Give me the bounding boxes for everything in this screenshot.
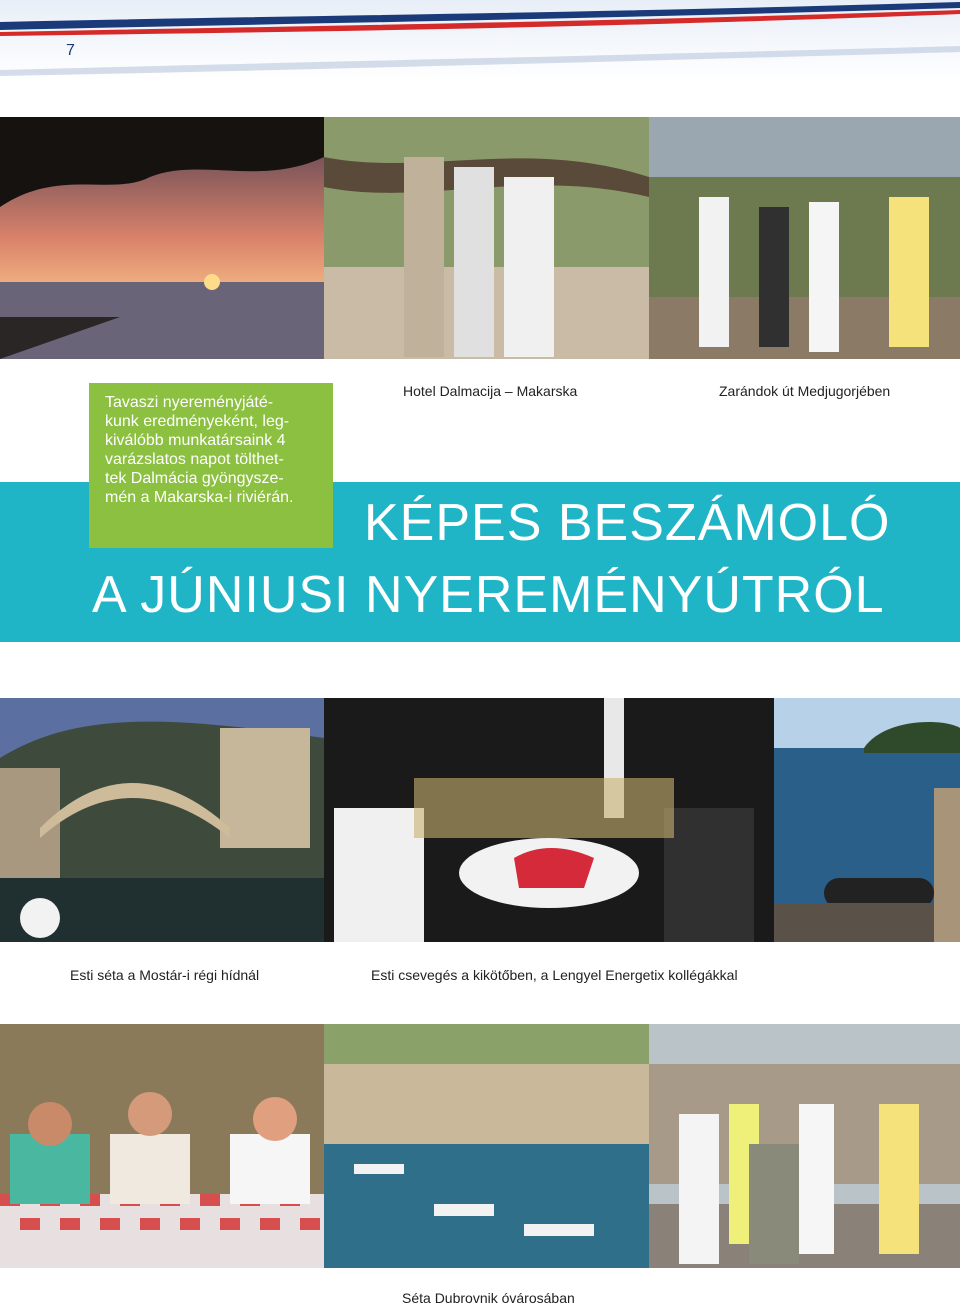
dubrovnik-harbour-image <box>324 1024 649 1268</box>
caption-mostar: Esti séta a Mostár-i régi hídnál <box>70 967 260 983</box>
intro-line: varázslatos napot tölthet- <box>105 451 284 468</box>
beer-toast-image <box>0 1024 324 1268</box>
sea-cannon-image <box>774 698 960 942</box>
page-number: 7 <box>66 42 75 59</box>
caption-dubrovnik: Séta Dubrovnik óvárosában <box>402 1290 575 1306</box>
intro-line: Tavaszi nyereményjáté- <box>105 394 274 411</box>
dubrovnik-group-image <box>649 1024 960 1268</box>
photo-pilgrimage-group <box>649 117 960 359</box>
photo-mostar-bridge <box>0 698 324 942</box>
hotel-group-image <box>324 117 649 359</box>
caption-harbour: Esti csevegés a kikötőben, a Lengyel Energetix kollégákkal <box>371 967 738 983</box>
sunset-image <box>0 117 324 359</box>
caption-pilgrimage: Zarándok út Medjugorjében <box>719 383 891 399</box>
intro-line: kunk eredményeként, leg- <box>105 413 290 430</box>
harbour-dinner-image <box>324 698 774 942</box>
title-line-1: KÉPES BESZÁMOLÓ <box>364 494 891 552</box>
intro-text <box>89 383 333 507</box>
intro-line: mén a Makarska-i riviérán. <box>105 489 294 506</box>
intro-line: tek Dalmácia gyöngysze- <box>105 470 284 487</box>
photo-hotel-group <box>324 117 649 359</box>
photo-dubrovnik-harbour <box>324 1024 649 1268</box>
intro-box <box>89 383 333 548</box>
photo-sea-cannon <box>774 698 960 942</box>
page-header <box>0 0 960 80</box>
title-line-2: A JÚNIUSI NYEREMÉNYÚTRÓL <box>92 566 885 624</box>
pilgrimage-group-image <box>649 117 960 359</box>
photo-beer-toast <box>0 1024 324 1268</box>
photo-harbour-dinner <box>324 698 774 942</box>
header-stripes <box>0 0 960 80</box>
photo-dubrovnik-group <box>649 1024 960 1268</box>
photo-sunset-beach <box>0 117 324 359</box>
intro-line: kiválóbb munkatársaink 4 <box>105 432 286 449</box>
mostar-bridge-image <box>0 698 324 942</box>
caption-hotel: Hotel Dalmacija – Makarska <box>403 383 578 399</box>
